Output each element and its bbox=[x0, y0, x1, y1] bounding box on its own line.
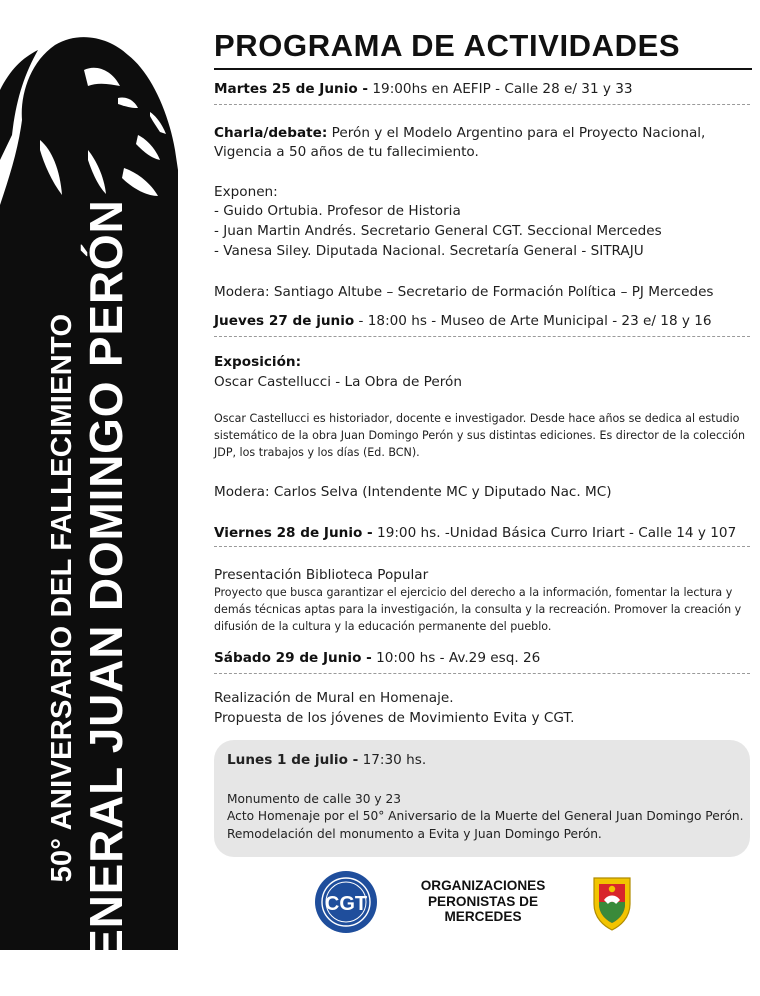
event-5-header bbox=[227, 751, 426, 770]
event-3-kind: Presentación Biblioteca Popular bbox=[214, 567, 429, 583]
event-2-bio: Oscar Castellucci es historiador, docente e investigador. Desde hace años se dedica al estudio sistemático de la obra Juan Domingo Perón y sus distintas ediciones. Es director de la colección JDP, los trabajos y los días (Ed. BCN). bbox=[214, 412, 746, 459]
event-5-date: Lunes 1 de julio - bbox=[227, 752, 359, 768]
event-3-description: Proyecto que busca garantizar el ejercicio del derecho a la información, fomentar la lectura y demás técnicas aptas para la investigación, la consulta y la recreación. Promover la creación y difusión de la cultura y la educación permanente del pueblo. bbox=[214, 586, 742, 633]
event-2-detail: - 18:00 hs - Museo de Arte Municipal - 23 e/ 18 y 16 bbox=[354, 313, 712, 329]
event-1-moderator: Modera: Santiago Altube – Secretario de Formación Política – PJ Mercedes bbox=[214, 284, 714, 300]
org-line-3: MERCEDES bbox=[444, 909, 522, 924]
page-title: PROGRAMA DE ACTIVIDADES bbox=[214, 28, 681, 63]
divider bbox=[214, 104, 750, 105]
event-5-box bbox=[214, 740, 750, 857]
event-3-detail: 19:00 hs. -Unidad Básica Curro Iriart - Calle 14 y 107 bbox=[372, 525, 737, 541]
event-4-header bbox=[214, 649, 750, 668]
pj-shield-icon bbox=[590, 874, 634, 932]
event-4-date: Sábado 29 de Junio - bbox=[214, 650, 372, 666]
footer-logos bbox=[214, 868, 752, 938]
event-3-header bbox=[214, 524, 750, 543]
org-line-2: PERONISTAS DE bbox=[427, 893, 539, 909]
cgt-logo-icon bbox=[314, 870, 378, 934]
organizations-label bbox=[400, 878, 566, 925]
event-1-detail: 19:00hs en AEFIP - Calle 28 e/ 31 y 33 bbox=[368, 81, 633, 97]
event-1-date: Martes 25 de Junio - bbox=[214, 81, 369, 97]
sidebar-vertical-title bbox=[0, 199, 178, 996]
divider bbox=[214, 336, 750, 337]
event-2-moderator: Modera: Carlos Selva (Intendente MC y Diputado Nac. MC) bbox=[214, 484, 612, 500]
general-name-line: GENERAL JUAN DOMINGO PERÓN bbox=[80, 199, 132, 996]
event-4-detail: 10:00 hs - Av.29 esq. 26 bbox=[371, 650, 541, 666]
event-2-kind bbox=[214, 353, 750, 372]
event-2-topic: Oscar Castellucci - La Obra de Perón bbox=[214, 374, 462, 390]
event-2-date: Jueves 27 de junio bbox=[214, 313, 355, 329]
event-5-detail: 17:30 hs. bbox=[358, 752, 427, 768]
event-1-header bbox=[214, 80, 750, 99]
divider bbox=[214, 673, 750, 674]
event-1-topic bbox=[214, 124, 750, 143]
event-1-kind: Charla/debate: bbox=[214, 125, 328, 141]
title-underline bbox=[214, 68, 752, 70]
event-1-speakers-label: Exponen: bbox=[214, 184, 278, 200]
event-4-line-2: Propuesta de los jóvenes de Movimiento Evita y CGT. bbox=[214, 710, 575, 726]
event-1-speaker-1: - Guido Ortubia. Profesor de Historia bbox=[214, 203, 461, 219]
event-2-kind-label: Exposición: bbox=[214, 354, 302, 370]
event-4-line-1: Realización de Mural en Homenaje. bbox=[214, 690, 454, 706]
event-1-speaker-2: - Juan Martin Andrés. Secretario General CGT. Seccional Mercedes bbox=[214, 223, 662, 239]
event-3-date: Viernes 28 de Junio - bbox=[214, 525, 373, 541]
event-2-header bbox=[214, 312, 750, 331]
event-5-line-3: Remodelación del monumento a Evita y Juan Domingo Perón. bbox=[227, 827, 602, 841]
event-5-line-1: Monumento de calle 30 y 23 bbox=[227, 792, 402, 806]
cgt-logo-text: CGT bbox=[324, 893, 368, 915]
sidebar bbox=[0, 0, 178, 996]
anniversary-line: 50° ANIVERSARIO DEL FALLECIMIENTO bbox=[46, 313, 78, 883]
event-1-speaker-3: - Vanesa Siley. Diputada Nacional. Secretaría General - SITRAJU bbox=[214, 243, 644, 259]
event-1-topic-b: Vigencia a 50 años de tu fallecimiento. bbox=[214, 144, 479, 160]
org-line-1: ORGANIZACIONES bbox=[420, 878, 546, 893]
divider bbox=[214, 546, 750, 547]
event-1-topic-a: Perón y el Modelo Argentino para el Proyecto Nacional, bbox=[327, 125, 706, 141]
event-5-line-2: Acto Homenaje por el 50° Aniversario de la Muerte del General Juan Domingo Perón. bbox=[227, 809, 744, 823]
